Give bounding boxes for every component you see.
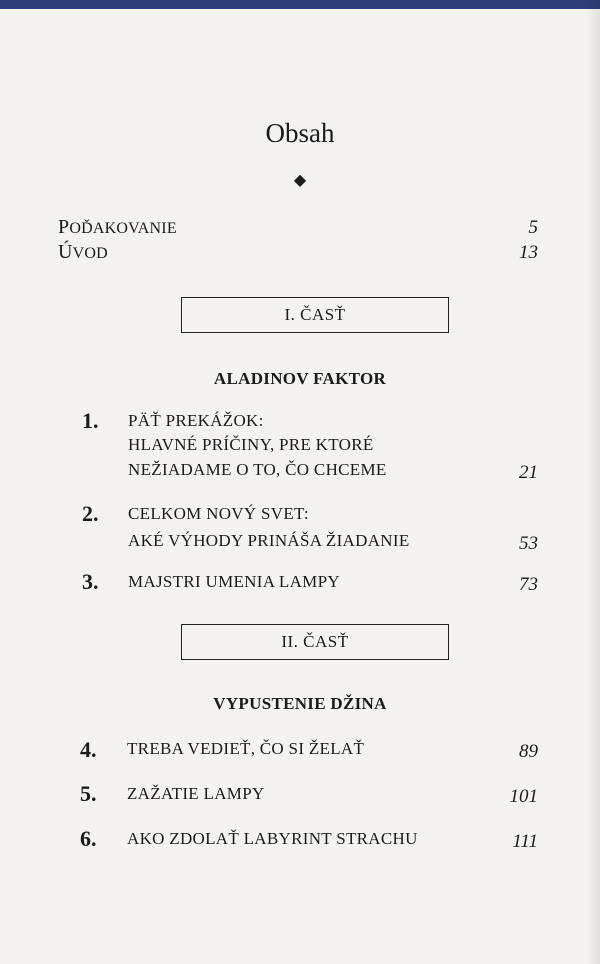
chapter-title-line: AKO ZDOLAŤ LABYRINT STRACHU xyxy=(127,829,418,848)
chapter-title-line: AKÉ VÝHODY PRINÁŠA ŽIADANIE xyxy=(128,531,410,550)
book-top-edge xyxy=(0,0,600,9)
page-number: 5 xyxy=(528,217,538,238)
page-number: 21 xyxy=(519,462,538,483)
chapter-number: 4. xyxy=(80,737,97,762)
part-title: VYPUSTENIE DŽINA xyxy=(213,694,387,713)
page-title: Obsah xyxy=(265,118,335,148)
page-number: 53 xyxy=(519,533,538,554)
front-matter-initial: P xyxy=(58,216,70,238)
page-number: 89 xyxy=(519,741,538,762)
chapter-number: 3. xyxy=(82,569,99,594)
front-matter-acknowledgements xyxy=(58,216,177,239)
page-number: 101 xyxy=(509,786,538,807)
chapter-title-line: TREBA VEDIEŤ, ČO SI ŽELAŤ xyxy=(127,739,365,758)
page-number: 73 xyxy=(519,574,538,595)
front-matter-introduction xyxy=(58,241,108,264)
part-box xyxy=(181,624,449,660)
front-matter-rest: OĎAKOVANIE xyxy=(69,220,177,237)
chapter-number: 2. xyxy=(82,501,99,526)
front-matter-initial: Ú xyxy=(58,241,73,263)
part-label: II. ČASŤ xyxy=(281,632,349,651)
page-number: 111 xyxy=(512,831,538,852)
chapter-number: 1. xyxy=(82,408,99,433)
chapter-title-line: ZAŽATIE LAMPY xyxy=(127,784,265,803)
chapter-title-line: PÄŤ PREKÁŽOK: xyxy=(128,411,264,430)
page-number: 13 xyxy=(519,242,538,263)
chapter-title-line: NEŽIADAME O TO, ČO CHCEME xyxy=(128,460,387,479)
chapter-title-line: CELKOM NOVÝ SVET: xyxy=(128,504,309,523)
chapter-number: 6. xyxy=(80,826,97,851)
part-label: I. ČASŤ xyxy=(284,305,346,324)
diamond-ornament-icon: ◆ xyxy=(293,172,307,189)
part-title: ALADINOV FAKTOR xyxy=(213,369,387,388)
front-matter-rest: VOD xyxy=(72,245,108,262)
chapter-title-line: HLAVNÉ PRÍČINY, PRE KTORÉ xyxy=(128,435,374,454)
chapter-title-line: MAJSTRI UMENIA LAMPY xyxy=(128,572,340,591)
part-box xyxy=(181,297,449,333)
chapter-number: 5. xyxy=(80,781,97,806)
